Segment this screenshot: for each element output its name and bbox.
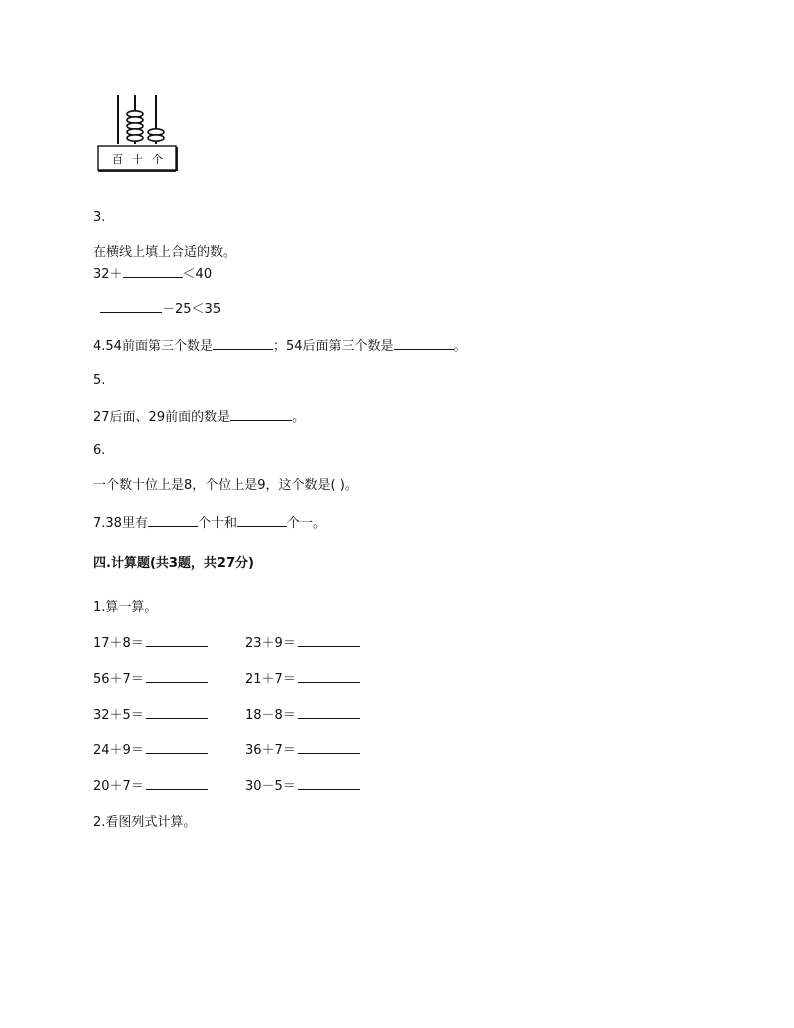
abacus-beads-tens	[127, 111, 143, 141]
calc-right-expression: 21＋7＝	[245, 672, 296, 687]
q7-text-a: 7.38里有	[93, 516, 148, 531]
answer-blank[interactable]	[394, 337, 454, 350]
calc-left-expression: 17＋8＝	[93, 636, 144, 651]
calc-row	[245, 706, 360, 724]
calc-left-expression: 56＋7＝	[93, 672, 144, 687]
calc-right-expression: 30－5＝	[245, 779, 296, 794]
abacus-figure	[92, 92, 184, 174]
q3-line1-left: 32＋	[93, 267, 123, 282]
section-4-title: 四.计算题(共3题，共27分)	[93, 556, 254, 571]
question-3-instruction: 在横线上填上合适的数。	[93, 245, 237, 260]
question-7	[93, 514, 326, 532]
answer-blank[interactable]	[146, 634, 208, 647]
calc-row	[245, 777, 360, 795]
calc-row	[245, 634, 360, 652]
calc-2-title: 2.看图列式计算。	[93, 815, 197, 830]
question-6-number: 6.	[93, 443, 106, 458]
answer-blank[interactable]	[298, 634, 360, 647]
calc-row	[245, 670, 360, 688]
question-3-line-1	[93, 265, 212, 283]
q7-text-b: 个十和	[197, 516, 237, 531]
calc-left-expression: 32＋5＝	[93, 708, 144, 723]
answer-blank[interactable]	[123, 265, 183, 278]
q5-text-a: 27后面、29前面的数是	[93, 410, 231, 425]
answer-blank[interactable]	[237, 514, 287, 527]
q7-text-c: 个一。	[286, 516, 326, 531]
abacus-beads-ones	[148, 129, 164, 141]
question-4	[93, 337, 467, 355]
calc-row	[93, 741, 208, 759]
q3-line2-right: －25＜35	[162, 302, 222, 317]
calc-row	[93, 777, 208, 795]
answer-blank[interactable]	[230, 408, 292, 421]
calc-row	[93, 706, 208, 724]
abacus-label-tens: 十	[132, 153, 143, 166]
answer-blank[interactable]	[298, 777, 360, 790]
calc-row	[93, 670, 208, 688]
answer-blank[interactable]	[146, 741, 208, 754]
q4-text-b: ；54后面第三个数是	[272, 339, 394, 354]
calc-left-expression: 24＋9＝	[93, 743, 144, 758]
calc-row	[93, 634, 208, 652]
answer-blank[interactable]	[298, 741, 360, 754]
question-5-number: 5.	[93, 373, 106, 388]
question-3-line-2	[100, 300, 221, 318]
calc-right-expression: 36＋7＝	[245, 743, 296, 758]
answer-blank[interactable]	[146, 706, 208, 719]
question-6: 一个数十位上是8，个位上是9，这个数是( )。	[93, 478, 358, 493]
answer-blank[interactable]	[146, 777, 208, 790]
abacus-label-ones: 个	[152, 153, 163, 166]
q5-text-b: 。	[292, 410, 306, 425]
q4-text-a: 4.54前面第三个数是	[93, 339, 213, 354]
question-3-number: 3.	[93, 210, 106, 225]
calc-1-title: 1.算一算。	[93, 600, 158, 615]
calc-row	[245, 741, 360, 759]
abacus-label-hundreds: 百	[112, 153, 123, 166]
q4-text-c: 。	[453, 339, 467, 354]
q3-line1-right: ＜40	[182, 267, 213, 282]
calc-left-expression: 20＋7＝	[93, 779, 144, 794]
calc-right-expression: 23＋9＝	[245, 636, 296, 651]
answer-blank[interactable]	[148, 514, 198, 527]
answer-blank[interactable]	[146, 670, 208, 683]
answer-blank[interactable]	[100, 300, 162, 313]
answer-blank[interactable]	[213, 337, 273, 350]
answer-blank[interactable]	[298, 670, 360, 683]
calc-right-expression: 18－8＝	[245, 708, 296, 723]
answer-blank[interactable]	[298, 706, 360, 719]
question-5	[93, 408, 305, 426]
